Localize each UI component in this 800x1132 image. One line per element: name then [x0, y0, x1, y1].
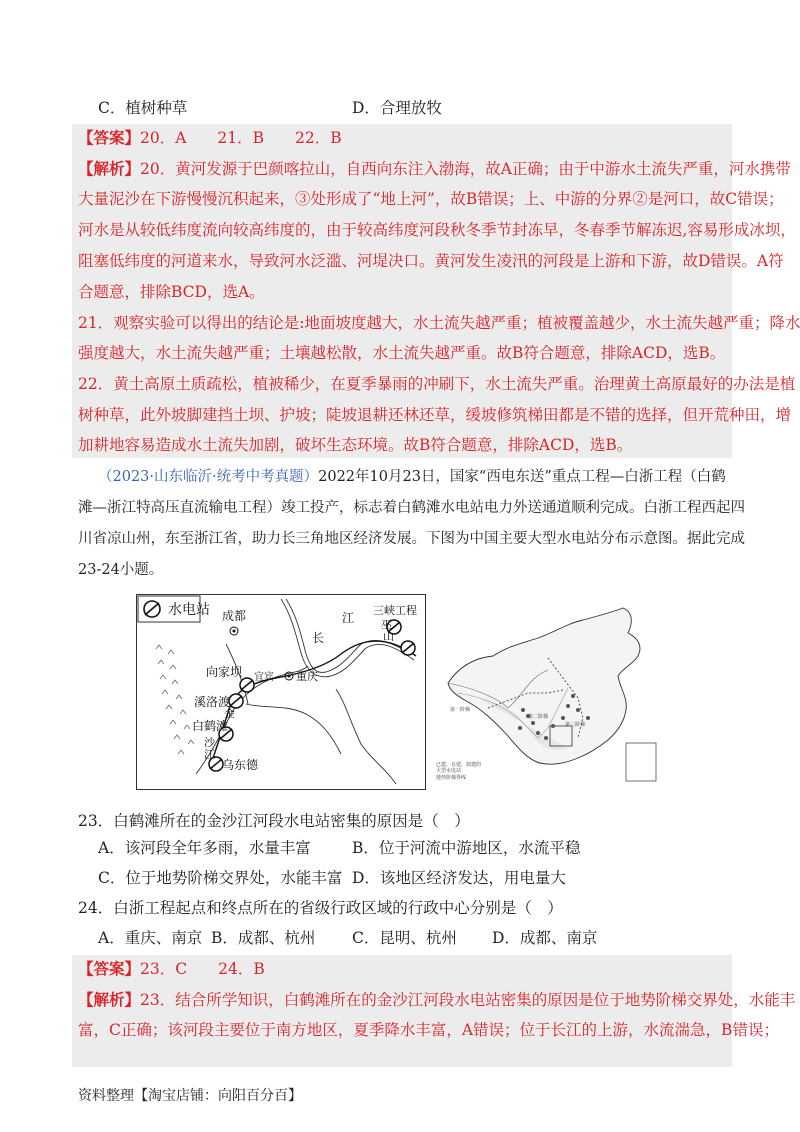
q23-option-d: D．该地区经济发达，用电量大	[352, 869, 566, 887]
analysis-1-line-4: 合题意，排除BCD，选A。	[78, 283, 265, 301]
analysis-2-line-1: 富，C正确；该河段主要位于南方地区，夏季降水丰富，A错误；位于长江的上游，水流湍急，B错误；	[78, 1021, 779, 1039]
overview-step2: 第二阶梯	[528, 714, 549, 720]
hydropower-xiangjiaba-icon	[240, 678, 254, 692]
map-label-jiang2: 江	[204, 749, 215, 761]
analysis-1-line-0: 【解析】20．黄河发源于巴颜喀拉山，自西向东注入渤海，故A正确；由于中游水土流失严重，河水携带	[78, 159, 791, 178]
analysis-1-line-3: 阻塞低纬度的河道来水，导致河水泛滥、河堤决口。黄河发生凌汛的河段是上游和下游，故D错误。A符	[78, 252, 784, 270]
q24-stem: 24．白浙工程起点和终点所在的省级行政区域的行政中心分别是（ ）	[78, 899, 563, 917]
option-c-top: C．植树种草	[98, 99, 188, 117]
overview-legend-3: 地势阶梯界线	[436, 775, 467, 781]
analysis-2-line-0: 【解析】23．结合所学知识，白鹤滩所在的金沙江河段水电站密集的原因是位于地势阶梯交界处，水能丰	[78, 990, 796, 1009]
map-label-chengdu: 成都	[222, 609, 247, 623]
intro-line-3: 23-24小题。	[78, 562, 164, 578]
q23-option-a: A．该河段全年多雨，水量丰富	[98, 839, 311, 857]
intro-line-0: （2023·山东临沂·统考中考真题）2022年10月23日，国家“西电东送”重点工程—白浙工程（白鹤	[98, 469, 726, 485]
map-label-chang: 长	[312, 631, 325, 645]
china-overview-map	[428, 598, 678, 788]
q24-option-b: B．成都、杭州	[211, 929, 316, 947]
map-label-xiangjiaba: 向家坝	[206, 665, 243, 679]
analysis-1-line-2: 河水是从较低纬度流向较高纬度的，由于较高纬度河段秋冬季节封冻早，冬春季节解冻迟,容易形成冰坝，	[78, 221, 796, 239]
q24-option-a: A．重庆、南京	[98, 929, 203, 947]
overview-step3: 第三阶梯	[565, 722, 586, 728]
analysis-1-line-1: 大量泥沙在下游慢慢沉积起来，③处形成了“地上河”，故B错误；上、中游的分界②是河口，故C错误；	[78, 190, 784, 208]
q24-option-c: C．昆明、杭州	[352, 929, 457, 947]
map-label-yibin: 宜宾	[254, 672, 274, 683]
map-label-baihetan: 白鹤滩	[192, 719, 229, 733]
map-label-shan: 山	[383, 631, 394, 643]
q23-option-b: B．位于河流中游地区，水流平稳	[352, 839, 581, 857]
q23-stem: 23．白鹤滩所在的金沙江河段水电站密集的原因是（ ）	[78, 812, 470, 830]
hydropower-east-icon	[401, 641, 415, 655]
answer-2: 【答案】23．C 24．B	[78, 959, 265, 978]
map-label-chongqing: 重庆	[296, 671, 318, 683]
q23-option-c: C．位于地势阶梯交界处，水能丰富	[98, 869, 343, 887]
analysis-1-line-8: 树种草，此外坡脚建挡土坝、护坡；陡坡退耕还林还草，缓坡修筑梯田都是不错的选择，但开荒种田，增	[78, 406, 792, 424]
footer-source: 资料整理【淘宝店铺：向阳百分百】	[78, 1088, 302, 1104]
q24-option-d: D．成都、南京	[492, 929, 598, 947]
overview-legend-2: 大型水电站	[436, 768, 462, 774]
analysis-1-line-7: 22．黄土高原土质疏松，植被稀少，在夏季暴雨的冲刷下，水土流失严重。治理黄土高原最好的办法是植	[78, 375, 796, 393]
map-label-sanxia: 三峡工程	[373, 605, 417, 617]
overview-legend-1: 已建、在建、拟建的	[436, 762, 482, 768]
map-label-wudongde: 乌东德	[222, 758, 259, 772]
answer-1: 【答案】20．A 21．B 22．B	[78, 128, 342, 147]
map-label-wu: 巫	[381, 619, 392, 631]
hydropower-detail-map	[136, 594, 426, 790]
intro-line-1: 滩—浙江特高压直流输电工程）竣工投产，标志着白鹤滩水电站电力外送通道顺利完成。白浙工程西起四	[78, 500, 745, 516]
hydropower-xiluodu-icon	[229, 694, 243, 708]
map-label-jin: 金	[224, 708, 235, 720]
south-sea-inset	[626, 743, 656, 781]
option-d-top: D．合理放牧	[352, 99, 442, 117]
map-label-jiang: 江	[342, 611, 355, 625]
intro-line-2: 川省凉山州，东至浙江省，助力长三角地区经济发展。下图为中国主要大型水电站分布示意图。据此完成	[78, 531, 745, 547]
map-label-sha: 沙	[204, 737, 215, 749]
map-label-xiluodu: 溪洛渡	[194, 695, 231, 709]
overview-step1: 第一阶梯	[450, 707, 471, 713]
analysis-1-line-9: 加耕地容易造成水土流失加剧，破坏生态环境。故B符合题意，排除ACD，选B。	[78, 436, 633, 454]
map-legend-label: 水电站	[168, 601, 210, 617]
analysis-1-line-6: 强度越大，水土流失越严重；土壤越松散，水土流失越严重。故B符合题意，排除ACD，选B。	[78, 344, 726, 362]
analysis-1-line-5: 21．观察实验可以得出的结论是:地面坡度越大，水土流失越严重；植被覆盖越少，水土流失越严重；降水	[78, 314, 800, 332]
